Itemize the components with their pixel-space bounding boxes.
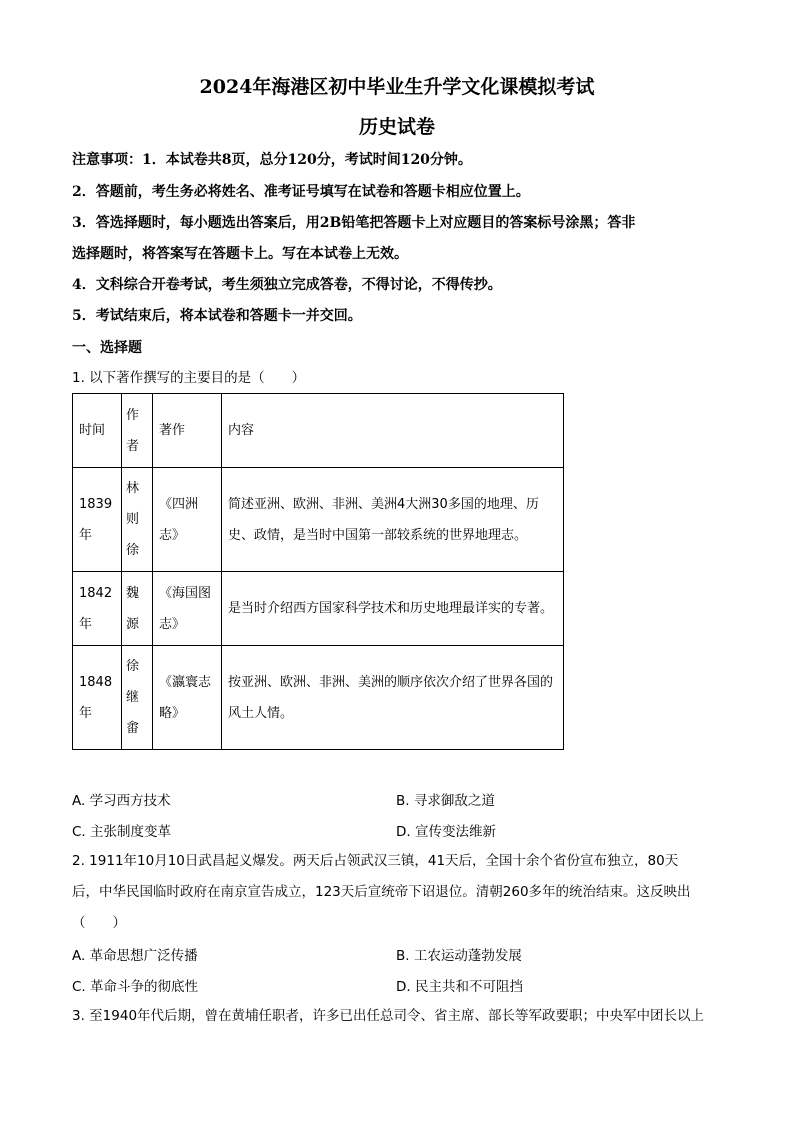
q3-stem-line-1: 3. 至1940年代后期，曾在黄埔任职者，许多已出任总司令、省主席、部长等军政要职；中央军中团长以上 <box>72 1008 705 1024</box>
notice-line-3: 3．答选择题时，每小题选出答案后，用2B铅笔把答题卡上对应题目的答案标号涂黑；答非 <box>72 215 636 231</box>
exam-subject: 历史试卷 <box>358 116 435 138</box>
header-work: 著作 <box>153 394 222 468</box>
notice-line-1: 注意事项：1．本试卷共8页，总分120分，考试时间120分钟。 <box>72 152 472 168</box>
q1-option-d: D. 宣传变法维新 <box>396 824 496 840</box>
table-row <box>73 646 564 750</box>
row-time: 1848年 <box>73 646 122 750</box>
q2-stem-line-2: 后，中华民国临时政府在南京宣告成立，123天后宣统帝下诏退位。清朝260多年的统治结束。这反映出 <box>72 884 691 900</box>
q1-option-a: A. 学习西方技术 <box>72 793 171 809</box>
q2-option-c: C. 革命斗争的彻底性 <box>72 979 199 995</box>
q2-stem-line-1: 2. 1911年10月10日武昌起义爆发。两天后占领武汉三镇，41天后，全国十余个省份宣布独立，80天 <box>72 853 679 869</box>
q2-option-a: A. 革命思想广泛传播 <box>72 948 198 964</box>
row-content: 按亚洲、欧洲、非洲、美洲的顺序依次介绍了世界各国的风土人情。 <box>222 646 564 750</box>
header-content: 内容 <box>222 394 564 468</box>
q1-option-c: C. 主张制度变革 <box>72 824 172 840</box>
row-content: 是当时介绍西方国家科学技术和历史地理最详实的专著。 <box>222 572 564 646</box>
notice-line-6: 5．考试结束后，将本试卷和答题卡一并交回。 <box>72 308 362 324</box>
exam-title: 2024年海港区初中毕业生升学文化课模拟考试 <box>199 76 595 98</box>
section-title: 一、选择题 <box>72 340 142 356</box>
q2-option-b: B. 工农运动蓬勃发展 <box>396 948 522 964</box>
row-work: 《海国图志》 <box>153 572 222 646</box>
q1-option-b: B. 寻求御敌之道 <box>396 793 495 809</box>
row-time: 1839年 <box>73 468 122 572</box>
row-content: 简述亚洲、欧洲、非洲、美洲4大洲30多国的地理、历史、政情，是当时中国第一部较系统的世界地理志。 <box>222 468 564 572</box>
header-author: 作者 <box>122 394 153 468</box>
table-row <box>73 572 564 646</box>
row-author: 徐继畬 <box>122 646 153 750</box>
q1-table <box>72 393 564 750</box>
notice-line-2: 2．答题前，考生务必将姓名、准考证号填写在试卷和答题卡相应位置上。 <box>72 184 530 200</box>
notice-line-5: 4．文科综合开卷考试，考生须独立完成答卷，不得讨论，不得传抄。 <box>72 277 502 293</box>
table-row <box>73 468 564 572</box>
q2-stem-line-3: （ ） <box>72 915 126 931</box>
row-work: 《四洲志》 <box>153 468 222 572</box>
q2-option-d: D. 民主共和不可阻挡 <box>396 979 523 995</box>
table-header-row <box>73 394 564 468</box>
header-time: 时间 <box>73 394 122 468</box>
q1-stem: 1. 以下著作撰写的主要目的是（ ） <box>72 370 306 386</box>
notice-line-4: 选择题时，将答案写在答题卡上。写在本试卷上无效。 <box>72 246 408 262</box>
row-author: 魏源 <box>122 572 153 646</box>
row-time: 1842年 <box>73 572 122 646</box>
row-work: 《瀛寰志略》 <box>153 646 222 750</box>
row-author: 林则徐 <box>122 468 153 572</box>
